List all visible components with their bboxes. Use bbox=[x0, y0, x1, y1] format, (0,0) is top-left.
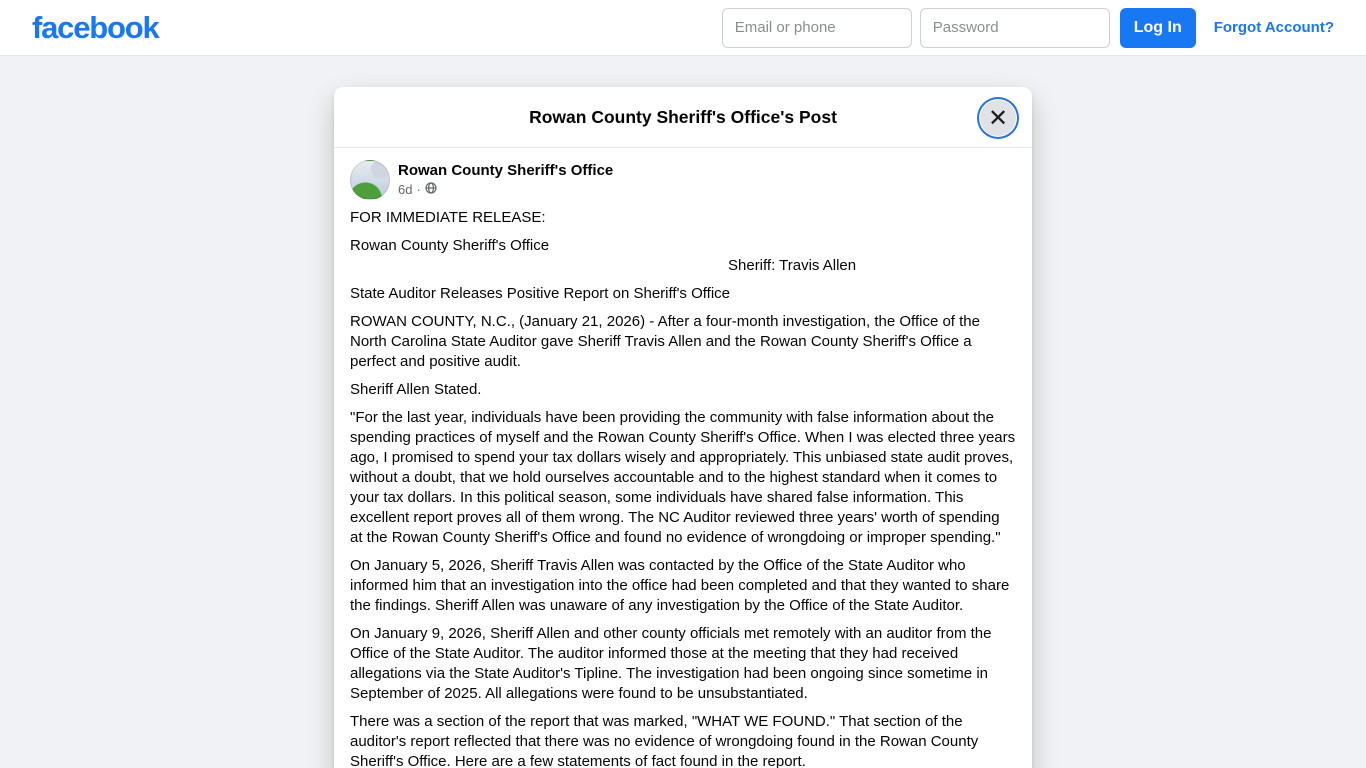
dialog-header bbox=[334, 87, 1032, 148]
forgot-account-link[interactable]: Forgot Account? bbox=[1213, 19, 1334, 36]
avatar[interactable] bbox=[350, 160, 390, 200]
post-dialog bbox=[334, 87, 1032, 768]
post-paragraph: On January 9, 2026, Sheriff Allen and other county officials met remotely with an auditor from the Office of the State Auditor. The auditor informed those at the meeting that they had received allegations via the State Auditor's Tipline. The investigation had been ongoing since sometime in September of 2025. All allegations were found to be unsubstantiated. bbox=[350, 625, 996, 702]
dialog-title: Rowan County Sheriff's Office's Post bbox=[529, 106, 837, 127]
post-paragraph: "For the last year, individuals have been providing the community with false information about the spending practices of myself and the Rowan County Sheriff's Office. When I was elected three years ago, I promised to spend your tax dollars wisely and appropriately. This unbiased state audit proves, without a doubt, that we hold ourselves accountable and to the highest standard when it comes to your tax dollars. In this political season, some individuals have shared false information. This excellent report proves all of them wrong. The NC Auditor reviewed three years' worth of spending at the Rowan County Sheriff's Office and found no evidence of wrongdoing or improper spending." bbox=[350, 409, 1020, 546]
post-paragraph: Sheriff: Travis Allen bbox=[728, 257, 857, 274]
email-field[interactable] bbox=[722, 8, 912, 48]
post-header bbox=[334, 148, 1032, 200]
post-paragraph: FOR IMMEDIATE RELEASE: bbox=[350, 209, 546, 226]
post-paragraph: Sheriff Allen Stated. bbox=[350, 381, 482, 398]
topbar bbox=[0, 0, 1366, 56]
post-meta bbox=[398, 182, 613, 197]
timestamp: 6d bbox=[398, 182, 413, 197]
post-body bbox=[334, 200, 1032, 768]
login-form bbox=[722, 8, 1334, 48]
login-button[interactable]: Log In bbox=[1120, 8, 1196, 48]
post-paragraph: State Auditor Releases Positive Report on Sheriff's Office bbox=[350, 285, 731, 302]
password-field[interactable] bbox=[920, 8, 1110, 48]
post-paragraph: There was a section of the report that was marked, "WHAT WE FOUND." That section of the auditor's report reflected that there was no evidence of wrongdoing found in the Rowan County Sheriff's Office. Here are a few statements of fact found in the report. bbox=[350, 713, 983, 768]
close-icon[interactable]: ✕ bbox=[980, 100, 1016, 136]
author-name[interactable]: Rowan County Sheriff's Office bbox=[398, 162, 614, 179]
post-paragraph: Rowan County Sheriff's Office bbox=[350, 237, 550, 254]
author-block bbox=[398, 160, 613, 197]
post-paragraph: ROWAN COUNTY, N.C., (January 21, 2026) - After a four-month investigation, the Office of the North Carolina State Auditor gave Sheriff Travis Allen and the Rowan County Sheriff's Office a perfect and positive audit. bbox=[350, 313, 985, 370]
facebook-logo[interactable]: facebook bbox=[32, 10, 159, 45]
meta-separator: · bbox=[416, 182, 421, 197]
post-paragraph: On January 5, 2026, Sheriff Travis Allen was contacted by the Office of the State Auditor who informed him that an investigation into the office had been completed and that they wanted to share the findings. Sheriff Allen was unaware of any investigation by the Office of the State Auditor. bbox=[350, 557, 1014, 614]
globe-icon bbox=[425, 182, 437, 197]
